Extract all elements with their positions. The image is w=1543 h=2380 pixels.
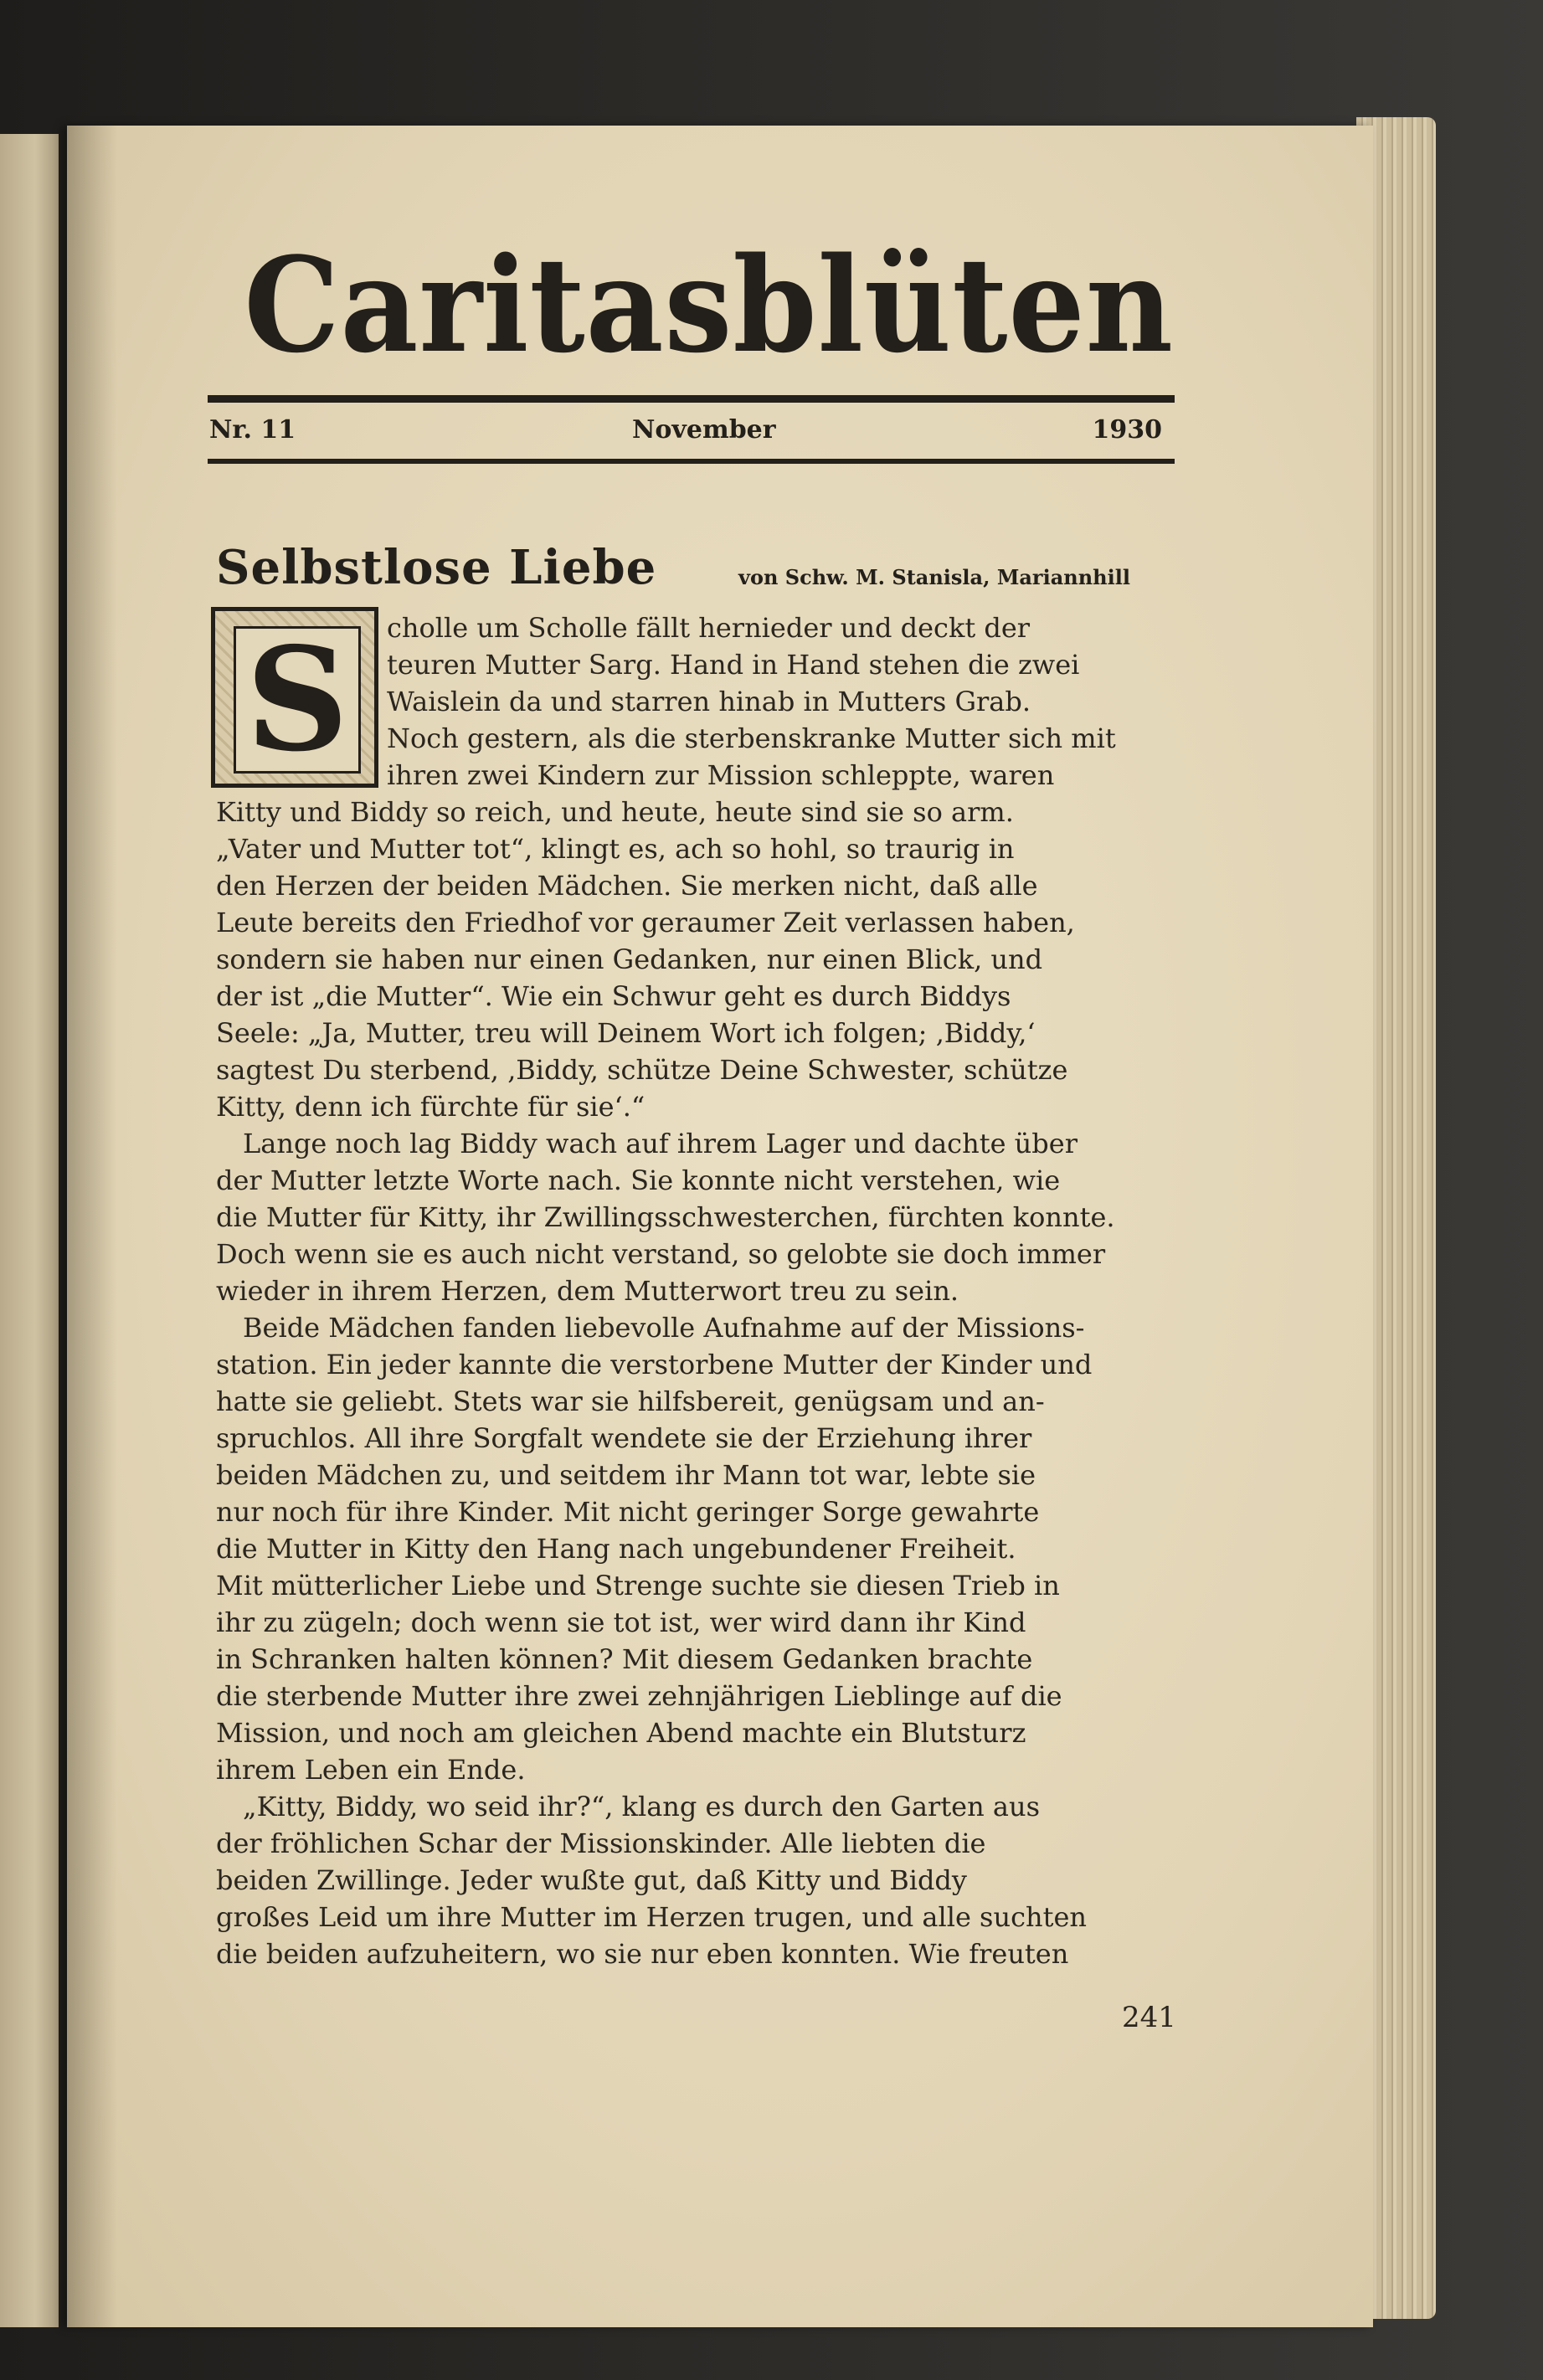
text-line: ihren zwei Kindern zur Mission schleppte, waren: [387, 759, 1055, 791]
text-line: der Mutter letzte Worte nach. Sie konnte nicht verstehen, wie: [216, 1164, 1061, 1196]
text-line: der fröhlichen Schar der Missionskinder. Alle liebten die: [216, 1827, 986, 1859]
drop-cap-letter: S: [234, 626, 361, 774]
text-line: der ist „die Mutter“. Wie ein Schwur geht es durch Biddys: [216, 980, 1011, 1012]
text-line: spruchlos. All ihre Sorgfalt wendete sie der Erziehung ihrer: [216, 1422, 1032, 1454]
text-line: Waislein da und starren hinab in Mutters Grab.: [387, 686, 1031, 717]
text-line: Leute bereits den Friedhof vor geraumer Zeit verlassen haben,: [216, 907, 1075, 938]
text-line: Kitty, denn ich fürchte für sie‘.“: [216, 1091, 645, 1123]
left-page-edge: [0, 134, 59, 2327]
text-line: Mit mütterlicher Liebe und Strenge suchte sie diesen Trieb in: [216, 1570, 1060, 1601]
text-line: station. Ein jeder kannte die verstorbene Mutter der Kinder und: [216, 1349, 1093, 1380]
magazine-title: Caritasblüten: [244, 229, 1174, 382]
text-line: die beiden aufzuheitern, wo sie nur eben konnten. Wie freuten: [216, 1938, 1069, 1970]
text-line: den Herzen der beiden Mädchen. Sie merken nicht, daß alle: [216, 870, 1038, 902]
text-line: Lange noch lag Biddy wach auf ihrem Lager und dachte über: [243, 1128, 1078, 1159]
text-line: die Mutter für Kitty, ihr Zwillingsschwesterchen, fürchten konnte.: [216, 1201, 1115, 1233]
text-line: „Vater und Mutter tot“, klingt es, ach so hohl, so traurig in: [216, 833, 1015, 865]
text-line: beiden Mädchen zu, und seitdem ihr Mann tot war, lebte sie: [216, 1459, 1036, 1491]
text-line: sondern sie haben nur einen Gedanken, nur einen Blick, und: [216, 943, 1043, 975]
masthead-rule-bottom: [208, 459, 1175, 464]
page-number: 241: [1122, 2001, 1176, 2034]
text-line: Kitty und Biddy so reich, und heute, heute sind sie so arm.: [216, 796, 1014, 828]
text-line: großes Leid um ihre Mutter im Herzen trugen, und alle suchten: [216, 1901, 1088, 1933]
text-line: hatte sie geliebt. Stets war sie hilfsbereit, genügsam und an-: [216, 1385, 1045, 1417]
text-line: die sterbende Mutter ihre zwei zehnjährigen Lieblinge auf die: [216, 1680, 1062, 1712]
text-line: beiden Zwillinge. Jeder wußte gut, daß Kitty und Biddy: [216, 1864, 967, 1896]
text-line: nur noch für ihre Kinder. Mit nicht geringer Sorge gewahrte: [216, 1496, 1040, 1528]
text-line: Doch wenn sie es auch nicht verstand, so gelobte sie doch immer: [216, 1238, 1106, 1270]
text-line: in Schranken halten können? Mit diesem Gedanken brachte: [216, 1643, 1033, 1675]
article-byline: von Schw. M. Stanisla, Mariannhill: [738, 565, 1130, 589]
issue-year: 1930: [1092, 415, 1162, 445]
text-line: „Kitty, Biddy, wo seid ihr?“, klang es durch den Garten aus: [243, 1791, 1040, 1822]
article-title: Selbstlose Liebe: [216, 540, 657, 595]
ornamental-drop-cap: [211, 607, 378, 788]
text-line: Seele: „Ja, Mutter, treu will Deinem Wort ich folgen; ‚Biddy,‘: [216, 1017, 1036, 1049]
text-line: ihr zu zügeln; doch wenn sie tot ist, wer wird dann ihr Kind: [216, 1606, 1026, 1638]
text-line: teuren Mutter Sarg. Hand in Hand stehen die zwei: [387, 649, 1080, 681]
issue-info-row: [209, 415, 1172, 452]
text-line: Beide Mädchen fanden liebevolle Aufnahme auf der Missions-: [243, 1312, 1085, 1344]
text-line: wieder in ihrem Herzen, dem Mutterwort treu zu sein.: [216, 1275, 959, 1307]
issue-month: November: [632, 415, 776, 445]
text-line: ihrem Leben ein Ende.: [216, 1754, 526, 1786]
text-line: Noch gestern, als die sterbenskranke Mutter sich mit: [387, 722, 1116, 754]
text-line: die Mutter in Kitty den Hang nach ungebundener Freiheit.: [216, 1533, 1016, 1565]
text-line: sagtest Du sterbend, ‚Biddy, schütze Deine Schwester, schütze: [216, 1054, 1068, 1086]
issue-number: Nr. 11: [209, 415, 296, 445]
masthead-rule-top: [208, 395, 1175, 403]
spine-shadow: [67, 126, 117, 2327]
text-line: Mission, und noch am gleichen Abend machte ein Blutsturz: [216, 1717, 1026, 1749]
text-line: cholle um Scholle fällt hernieder und deckt der: [387, 612, 1031, 644]
